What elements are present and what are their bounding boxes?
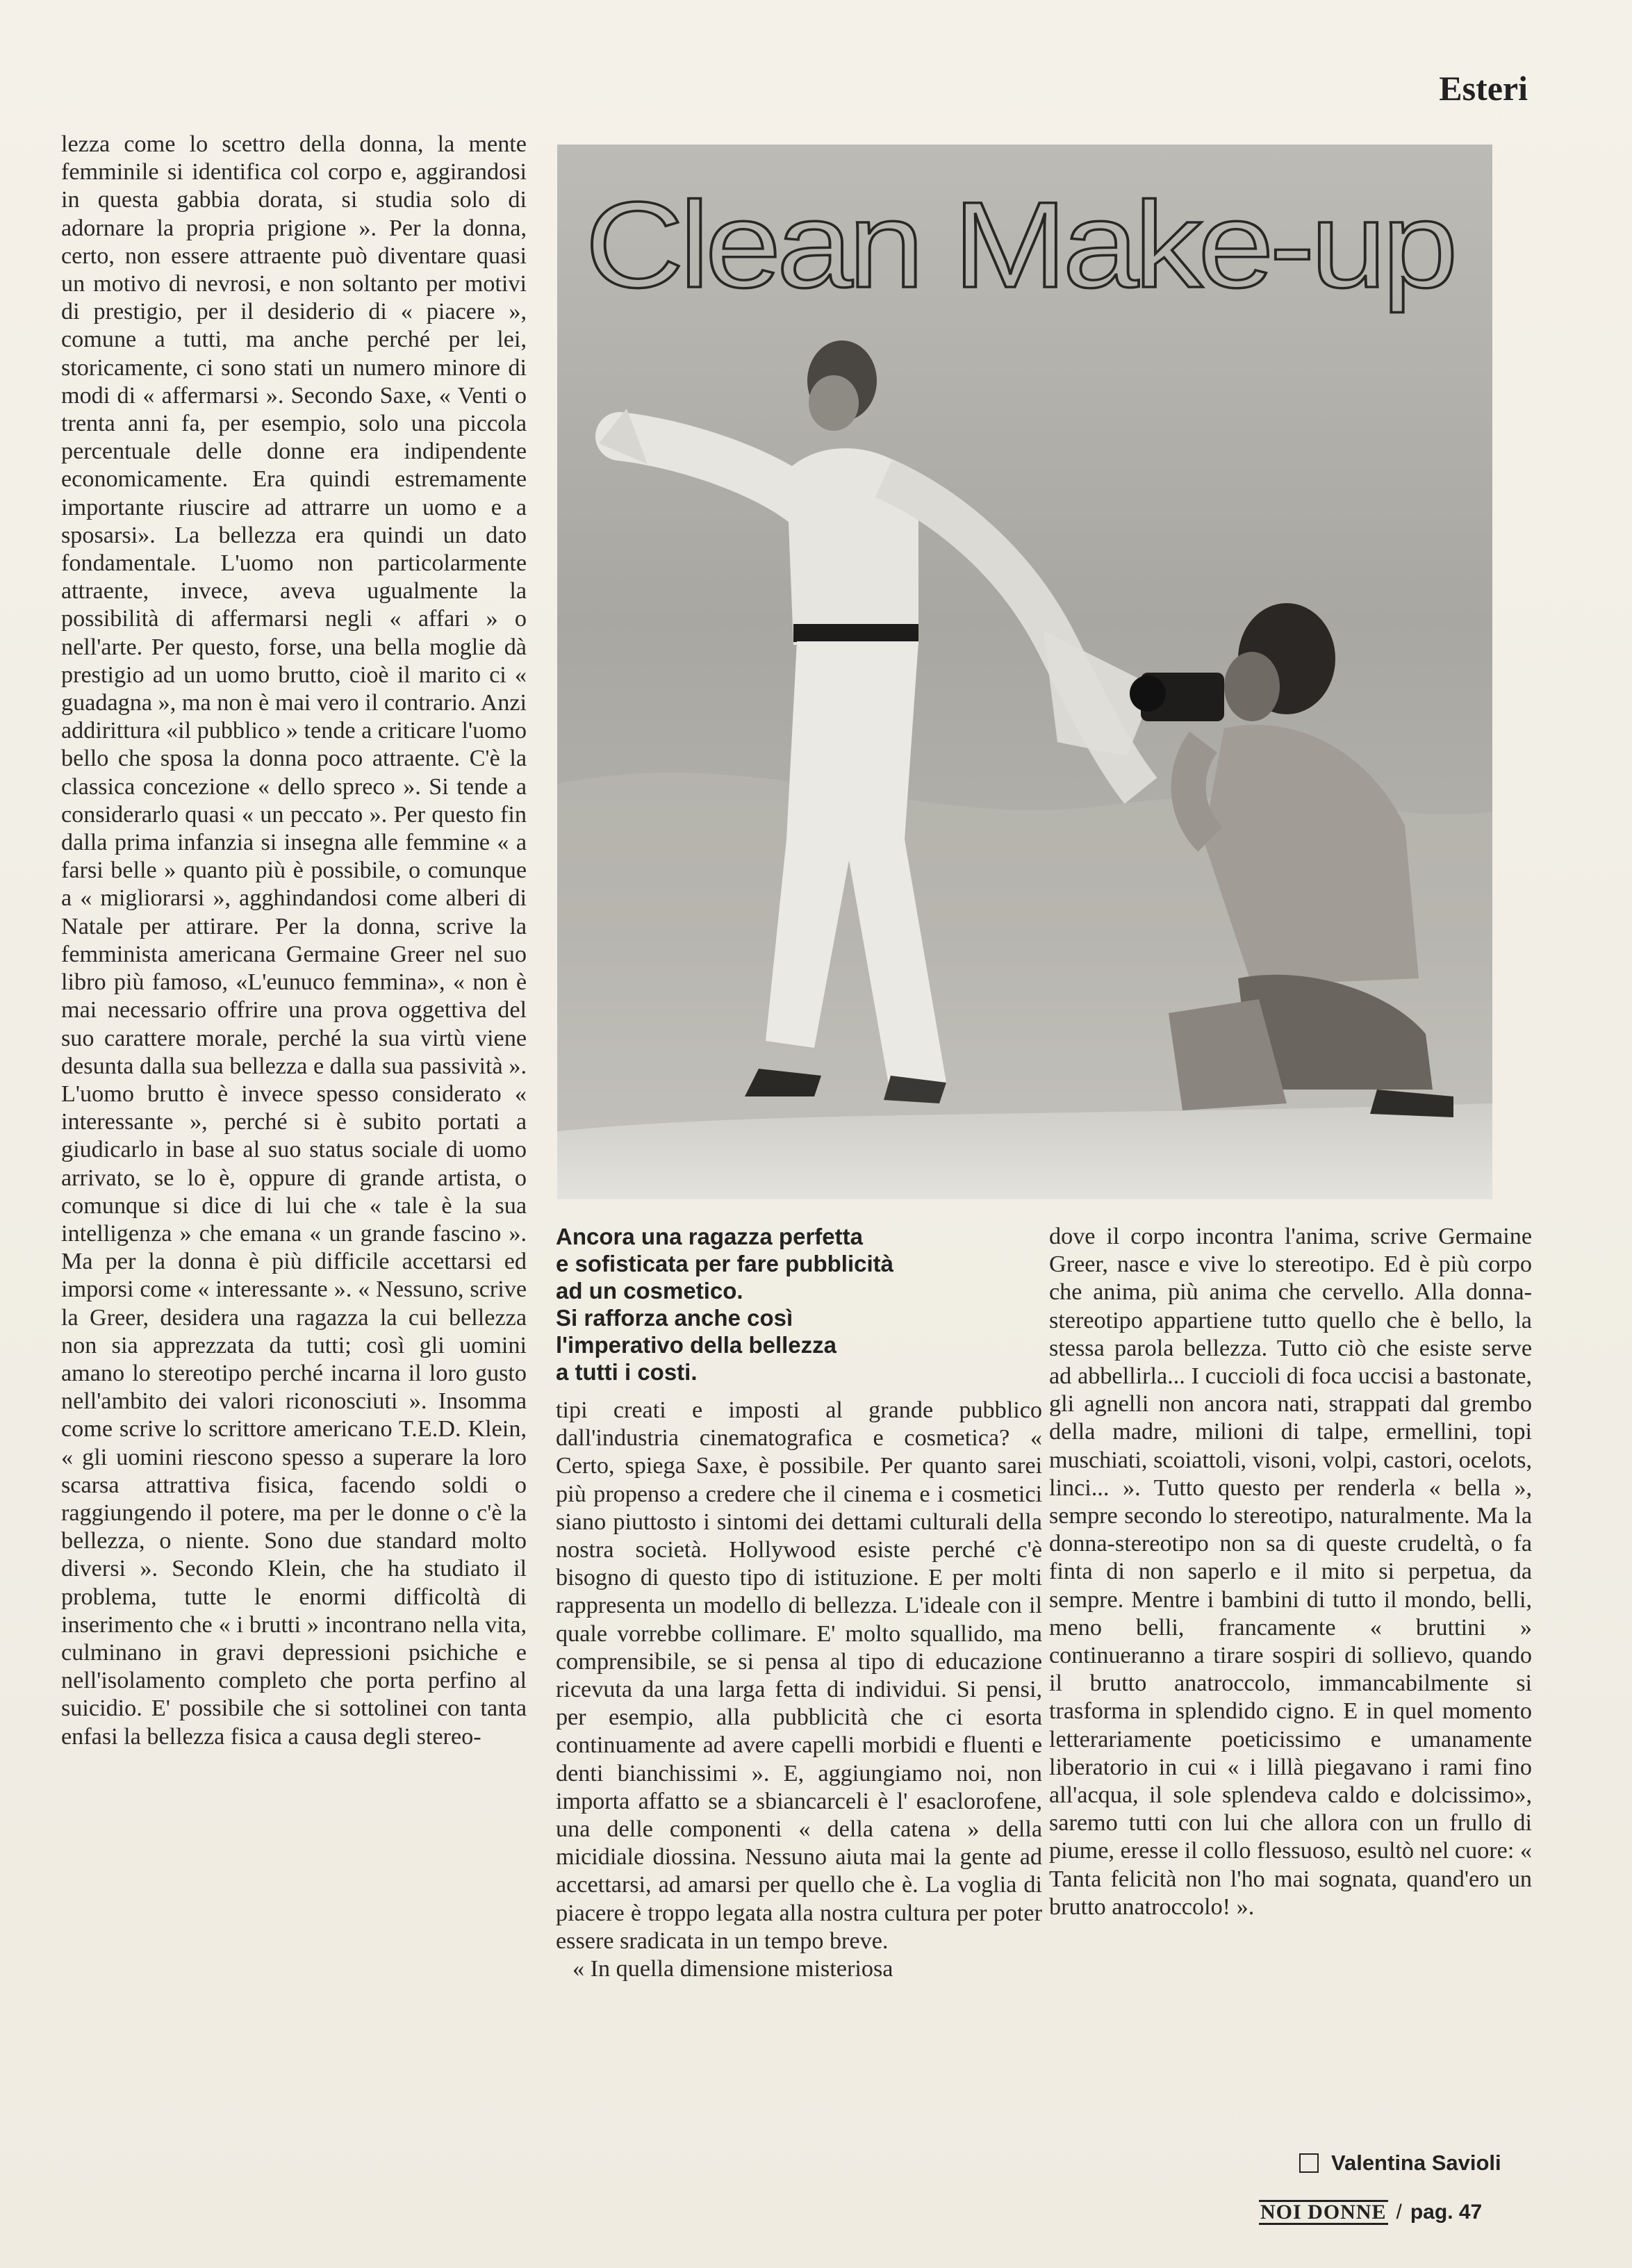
caption-line: Ancora una ragazza perfetta bbox=[556, 1224, 863, 1249]
photo-illustration bbox=[557, 145, 1492, 1199]
author-byline bbox=[1299, 2151, 1501, 2176]
caption-line: Si rafforza anche così bbox=[556, 1305, 793, 1331]
article-text: dove il corpo incontra l'anima, scrive Germaine Greer, nasce e vive lo stereotipo. Ed è più corpo che anima, più anima che cervello. Alla donna-stereotipo appartiene tutto quello che è bello, la stessa parola bellezza. Tutto ciò che esiste serve ad abbellirla... I cuccioli di foca uccisi a bastonate, gli agnelli non ancora nati, strappati dal grembo della madre, milioni di talpe, ermellini, topi muschiati, scoiattoli, visoni, volpi, castori, ocelots, linci... ». Tutto questo per renderla « bella », sempre secondo lo stereotipo, naturalmente. Ma la donna-stereotipo non sa di queste crudeltà, o fa finta di non saperlo e il mito si perpetua, da sempre. Mentre i bambini di tutto il mondo, belli, meno belli, francamente « bruttini » continueranno a tirare sospiri di sollievo, quando il brutto anatroccolo, immancabilmente si trasforma in splendido cigno. E in quel momento letterariamente poeticissimo e umanamente liberatorio in cui « i lillà piegavano i rami fino all'acqua, il sole splendeva caldo e dolcissimo», saremo tutti con lui che allora con un frullo di piume, eresse il collo flessuoso, esultò nel cuore: « Tanta felicità non l'ho mai sognata, quand'ero un brutto anatroccolo! ». bbox=[1049, 1224, 1532, 1920]
square-bullet-icon bbox=[1299, 2153, 1319, 2173]
caption-line: e sofisticata per fare pubblicità bbox=[556, 1251, 893, 1276]
section-label: Esteri bbox=[1439, 69, 1528, 108]
page-number: pag. 47 bbox=[1410, 2201, 1483, 2224]
article-text: « In quella dimensione misteriosa bbox=[572, 1956, 893, 1982]
photo-caption bbox=[556, 1223, 1035, 1386]
photo-headline: Clean Make-up bbox=[585, 177, 1453, 313]
article-column-left bbox=[61, 131, 527, 2187]
article-column-right bbox=[1049, 1223, 1532, 2126]
caption-line: a tutti i costi. bbox=[556, 1359, 698, 1385]
article-column-middle bbox=[556, 1397, 1042, 2196]
author-name: Valentina Savioli bbox=[1331, 2151, 1501, 2175]
caption-line: l'imperativo della bellezza bbox=[556, 1332, 836, 1358]
footer-separator: / bbox=[1396, 2201, 1402, 2224]
article-text: lezza come lo scettro della donna, la mente femminile si identifica col corpo e, aggirandosi in questa gabbia dorata, si studia solo di adornare la propria prigione ». Per la donna, certo, non essere attraente può diventare quasi un motivo di nevrosi, e non soltanto per motivi di prestigio, per il desiderio di « piacere », comune a tutti, ma anche perché per lei, storicamente, ci sono stati un numero minore di modi di « affermarsi ». Secondo Saxe, « Venti o trenta anni fa, per esempio, solo una piccola percentuale delle donne era indipendente economicamente. Era quindi estremamente importante riuscire ad attrarre un uomo e a sposarsi». La bellezza era quindi un dato fondamentale. L'uomo non particolarmente attraente, invece, aveva ugualmente la possibilità di affermarsi negli « affari » o nell'arte. Per questo, forse, una bella moglie dà prestigio ad un uomo brutto, cioè il marito ci « guadagna », ma non è mai vero il contrario. Anzi addirittura «il pubblico » tende a criticare l'uomo bello che sposa la donna poco attraente. C'è la classica concezione « dello spreco ». Si tende a considerarlo quasi « un peccato ». Per questo fin dalla prima infanzia si insegna alle femmine « a farsi belle » quanto più è possibile, o comunque a « migliorarsi », agghindandosi come alberi di Natale per attirare. Per la donna, scrive la femminista americana Germaine Greer nel suo libro più famoso, «L'eunuco femmina», « non è mai necessario offrire una prova oggettiva del suo carattere morale, perché la sua virtù viene desunta dalla sua bellezza e dalla sua passività ». L'uomo brutto è invece spesso considerato « interessante », perché si è subito portati a giudicarlo in base al suo status sociale di uomo arrivato, se lo è, oppure di grande artista, o comunque si dice di lui che « tale è la sua intelligenza » che emana « un grande fascino ». Ma per la donna è più difficile accettarsi ed imporsi come « interessante ». « Nessuno, scrive la Greer, desidera una ragazza la cui bellezza non sia apprezzata da tutti; così gli uomini amano lo stereotipo perché incarna il loro gusto nell'ambito dei valori riconosciuti ». Insomma come scrive lo scrittore americano T.E.D. Klein, « gli uomini riescono spesso a superare la loro scarsa attrattiva fisica, facendo soldi o raggiungendo il potere, ma per le donne o c'è la bellezza, o niente. Sono due standard molto diversi ». Secondo Klein, che ha studiato il problema, tutte le enormi difficoltà di inserimento che « i brutti » incontrano nella vita, culminano in gravi depressioni psichiche e nell'isolamento completo che porta perfino al suicidio. E' possibile che si sottolinei con tanta enfasi la bellezza fisica a causa degli stereo- bbox=[61, 131, 527, 1750]
article-text: tipi creati e imposti al grande pubblico dall'industria cinematografica e cosmetica? « Certo, spiega Saxe, è possibile. Per quanto sarei più propenso a credere che il cinema e i cosmetici siano piuttosto i sintomi dei dettami culturali della nostra società. Hollywood esiste perché c'è bisogno di questo tipo di istituzione. E per molti rappresenta un modello di bellezza. L'ideale con il quale vorrebbe collimare. E' molto squallido, ma comprensibile, se si pensa al tipo di educazione ricevuta da una larga fetta di individui. Si pensi, per esempio, alla pubblicità che ci esorta continuamente ad avere capelli morbidi e fluenti e denti bianchissimi ». E, aggiungiamo noi, non importa affatto se a sbiancarceli è l' esaclorofene, una delle componenti « della catena » della micidiale diossina. Nessuno aiuta mai la gente ad accettarsi, ad amarsi per quello che è. La voglia di piacere è troppo legata alla nostra cultura per poter essere sradicata in un tempo breve. bbox=[556, 1397, 1042, 1954]
caption-line: ad un cosmetico. bbox=[556, 1278, 743, 1304]
advertisement-photo bbox=[557, 145, 1492, 1199]
magazine-masthead: NOI DONNE bbox=[1260, 2201, 1387, 2224]
page-footer bbox=[1259, 2200, 1482, 2225]
